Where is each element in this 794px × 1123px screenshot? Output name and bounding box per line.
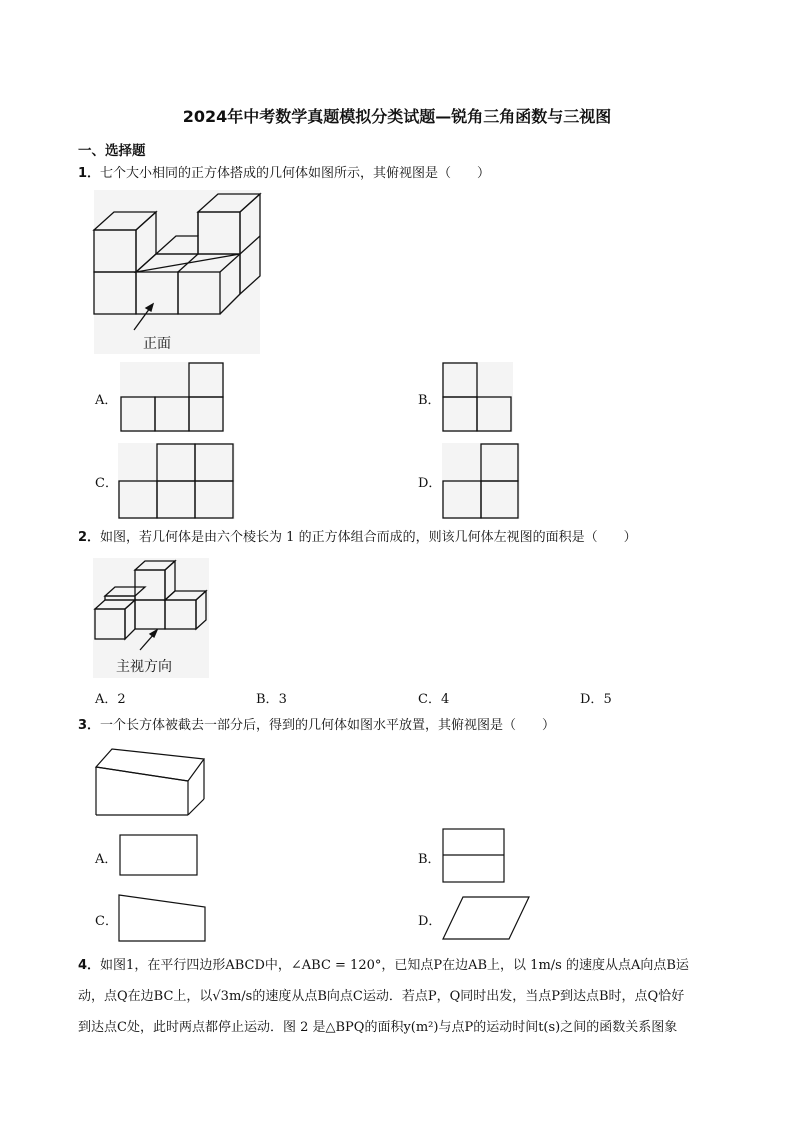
q1-option-b-label: B． [418,393,441,408]
question-1-number: 1． [78,166,101,181]
q3-option-c-figure[interactable] [117,893,209,943]
q3-option-a-label: A． [95,852,118,867]
question-3-number: 3． [78,718,101,733]
question-4-line-3: 到达点C处，此时两点都停止运动．图 2 是△BPQ的面积y(m²)与点P的运动时间t(s)之间的函数关系图象 [78,1020,678,1035]
q2-option-d-value: 5 [603,692,612,707]
q1-option-a-label: A． [95,393,118,408]
q2-option-d[interactable] [580,688,612,707]
q1-option-c-figure[interactable] [118,443,235,519]
question-4-line-2: 动，点Q在边BC上，以√3m/s的速度从点B向点C运动．若点P，Q同时出发，当点P到达点B时，点Q恰好 [78,989,685,1004]
q3-option-c-label: C． [95,914,118,929]
q2-option-c[interactable] [418,688,449,707]
question-3 [78,717,555,735]
q1-front-label: 正面 [143,336,171,352]
question-1 [78,165,490,183]
question-4 [78,950,746,1043]
q1-option-d-label: D． [418,476,442,491]
q3-option-d-label: D． [418,914,442,929]
question-1-text: 七个大小相同的正方体搭成的几何体如图所示，其俯视图是（ ） [100,166,491,181]
q2-option-b-value: 3 [278,692,287,707]
q2-option-b[interactable] [256,688,287,707]
section-heading: 一、选择题 [78,143,146,159]
question-2-text: 如图，若几何体是由六个棱长为 1 的正方体组合而成的，则该几何体左视图的面积是（ ） [100,530,637,545]
q2-option-a[interactable] [95,688,126,707]
q2-option-a-label: A． [95,692,118,707]
question-4-number: 4． [78,958,101,973]
q2-option-a-value: 2 [117,692,126,707]
question-2 [78,529,637,547]
question-2-number: 2． [78,530,101,545]
q3-option-b-label: B． [418,852,441,867]
q2-option-d-label: D． [580,692,604,707]
q3-option-a-figure[interactable] [119,834,199,876]
q3-option-d-figure[interactable] [441,895,533,941]
q1-option-b-figure[interactable] [442,362,513,432]
q3-prism-figure [94,747,206,817]
q2-option-b-label: B． [256,692,279,707]
q1-option-a-figure[interactable] [120,362,224,432]
page-title: 2024年中考数学真题模拟分类试题—锐角三角函数与三视图 [182,107,612,126]
q1-option-c-label: C． [95,476,118,491]
q3-option-b-figure[interactable] [442,828,506,884]
q1-cube-figure [94,190,260,354]
question-4-line-1-text: 如图1，在平行四边形ABCD中，∠ABC = 120°，已知点P在边AB上，以 1m/s 的速度从点A向点B运 [100,958,689,973]
q2-option-c-label: C． [418,692,441,707]
question-4-line-1 [78,950,746,981]
q2-front-label: 主视方向 [116,659,172,675]
q1-option-d-figure[interactable] [442,443,520,519]
question-3-text: 一个长方体被截去一部分后，得到的几何体如图水平放置，其俯视图是（ ） [100,718,556,733]
q2-option-c-value: 4 [440,692,450,707]
